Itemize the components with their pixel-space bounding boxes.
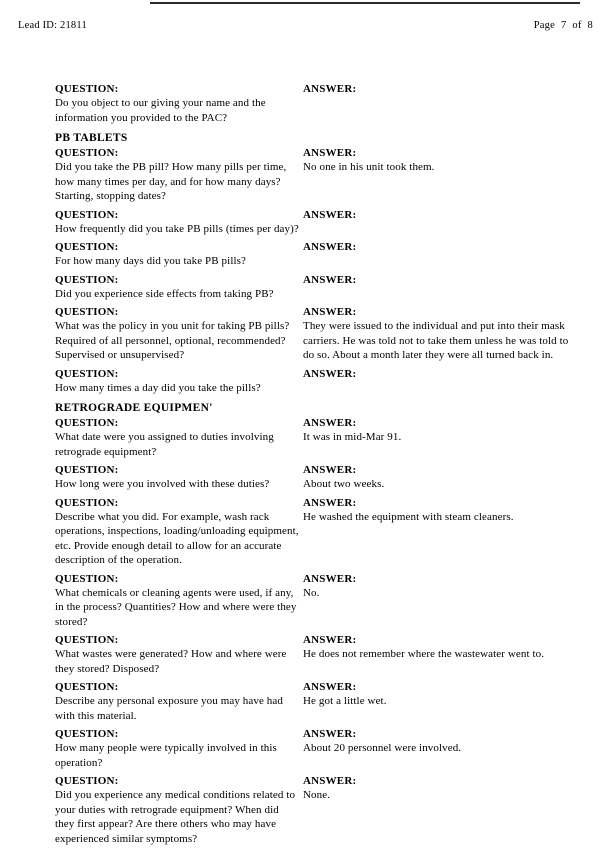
answer-block — [303, 240, 575, 254]
question-text: How many times a day did you take the pills? — [55, 381, 261, 394]
answer-label: ANSWER: — [303, 241, 357, 253]
qa-row — [55, 367, 575, 396]
qa-row — [55, 572, 575, 630]
question-label: QUESTION: — [55, 83, 119, 95]
question-block — [55, 572, 300, 630]
question-text: Did you experience any medical conditions related to your duties with retrograde equipment? When did they first appear? Are there others who may have experienced similar symptoms? — [55, 789, 296, 845]
answer-block — [303, 633, 575, 662]
answer-block — [303, 305, 575, 363]
answer-label: ANSWER: — [303, 464, 357, 476]
question-text: How frequently did you take PB pills (times per day)? — [55, 222, 299, 235]
question-label: QUESTION: — [55, 208, 119, 221]
answer-block — [303, 572, 575, 601]
question-label: QUESTION: — [55, 273, 119, 286]
answer-block — [303, 727, 575, 756]
answer-label: ANSWER: — [303, 775, 357, 787]
question-text: What wastes were generated? How and where were they stored? Disposed? — [55, 648, 287, 675]
page-number: 7 — [560, 20, 567, 31]
qa-row — [55, 463, 575, 492]
question-text: What was the policy in you unit for taking PB pills? Required of all personnel, optional, recommended? Supervised or unsupervised? — [55, 320, 290, 361]
question-label: QUESTION: — [55, 496, 119, 509]
question-text: Do you object to our giving your name and the information you provided to the PAC? — [55, 97, 266, 124]
answer-label: ANSWER: — [303, 634, 357, 646]
qa-row — [55, 146, 575, 204]
question-label: QUESTION: — [55, 306, 119, 318]
answer-label: ANSWER: — [303, 681, 357, 693]
question-label: QUESTION: — [55, 572, 119, 585]
page-indicator — [528, 20, 593, 31]
answer-block — [303, 208, 575, 222]
answer-label: ANSWER: — [303, 306, 357, 318]
question-label: QUESTION: — [55, 464, 119, 476]
answer-label: ANSWER: — [303, 417, 357, 429]
answer-block — [303, 774, 575, 803]
answer-text: It was in mid-Mar 91. — [303, 431, 402, 443]
question-text: How many people were typically involved in this operation? — [55, 742, 277, 769]
qa-row — [55, 305, 575, 363]
qa-row — [55, 208, 575, 237]
question-label: QUESTION: — [55, 634, 119, 646]
question-text: Describe what you did. For example, wash rack operations, inspections, loading/unloading equipment, etc. Provide enough detail to allow for an accurate description of the operation. — [55, 510, 299, 566]
answer-text: No one in his unit took them. — [303, 161, 435, 173]
page-total: 8 — [587, 20, 593, 31]
question-block — [55, 273, 300, 302]
question-label: QUESTION: — [55, 367, 119, 380]
answer-label: ANSWER: — [303, 496, 357, 509]
page-label: Page — [533, 20, 555, 31]
question-block — [55, 146, 300, 204]
answer-text: He washed the equipment with steam cleaners. — [303, 510, 514, 523]
section-heading: PB TABLETS — [55, 132, 128, 144]
question-text: Did you experience side effects from taking PB? — [55, 287, 274, 300]
qa-row — [55, 416, 575, 459]
answer-label: ANSWER: — [303, 728, 357, 740]
answer-label: ANSWER: — [303, 367, 357, 380]
answer-block — [303, 146, 575, 175]
question-block — [55, 680, 300, 723]
question-label: QUESTION: — [55, 147, 119, 159]
question-block — [55, 305, 300, 363]
question-text: What chemicals or cleaning agents were used, if any, in the process? Quantities? How and where were they stored? — [55, 586, 297, 628]
answer-label: ANSWER: — [303, 147, 357, 159]
answer-block — [303, 463, 575, 492]
question-block — [55, 240, 300, 269]
question-text: For how many days did you take PB pills? — [55, 255, 246, 267]
question-block — [55, 367, 300, 396]
answer-block — [303, 416, 575, 445]
question-label: QUESTION: — [55, 417, 119, 429]
answer-text: About two weeks. — [303, 478, 385, 490]
answer-block — [303, 273, 575, 287]
qa-row — [55, 496, 575, 568]
lead-id: Lead ID: 21811 — [18, 20, 87, 31]
answer-block — [303, 367, 575, 381]
answer-label: ANSWER: — [303, 208, 357, 221]
answer-text: He got a little wet. — [303, 695, 387, 707]
question-label: QUESTION: — [55, 681, 119, 693]
question-block — [55, 208, 300, 237]
answer-label: ANSWER: — [303, 572, 357, 585]
question-block — [55, 496, 300, 568]
section-heading: RETROGRADE EQUIPMEN' — [55, 402, 213, 414]
answer-label: ANSWER: — [303, 83, 357, 95]
answer-text: None. — [303, 789, 331, 801]
top-rule-decoration — [150, 2, 580, 4]
question-block — [55, 82, 300, 125]
qa-row — [55, 774, 575, 846]
question-block — [55, 727, 300, 770]
answer-text: No. — [303, 586, 320, 599]
answer-block — [303, 82, 575, 96]
answer-block — [303, 680, 575, 709]
question-block — [55, 416, 300, 459]
qa-row — [55, 680, 575, 723]
qa-row — [55, 273, 575, 302]
question-label: QUESTION: — [55, 775, 119, 787]
question-text: Describe any personal exposure you may have had with this material. — [55, 695, 283, 722]
qa-row — [55, 240, 575, 269]
qa-row — [55, 727, 575, 770]
question-label: QUESTION: — [55, 728, 119, 740]
answer-label: ANSWER: — [303, 273, 357, 286]
qa-row — [55, 82, 575, 125]
question-block — [55, 463, 300, 492]
answer-text: They were issued to the individual and put into their mask carriers. He was told not to take them unless he was told to do so. About a month later they were all turned back in. — [303, 320, 569, 361]
answer-text: He does not remember where the wastewater went to. — [303, 648, 545, 660]
answer-block — [303, 496, 575, 525]
question-text: Did you take the PB pill? How many pills per time, how many times per day, and for how many days? Starting, stopping dates? — [55, 161, 287, 202]
page-of-label: of — [572, 20, 582, 31]
answer-text: About 20 personnel were involved. — [303, 742, 462, 754]
question-text: How long were you involved with these duties? — [55, 478, 270, 490]
question-text: What date were you assigned to duties involving retrograde equipment? — [55, 431, 274, 458]
question-label: QUESTION: — [55, 241, 119, 253]
page-header — [18, 20, 593, 34]
question-block — [55, 633, 300, 676]
qa-body — [55, 82, 575, 850]
qa-row — [55, 633, 575, 676]
question-block — [55, 774, 300, 846]
